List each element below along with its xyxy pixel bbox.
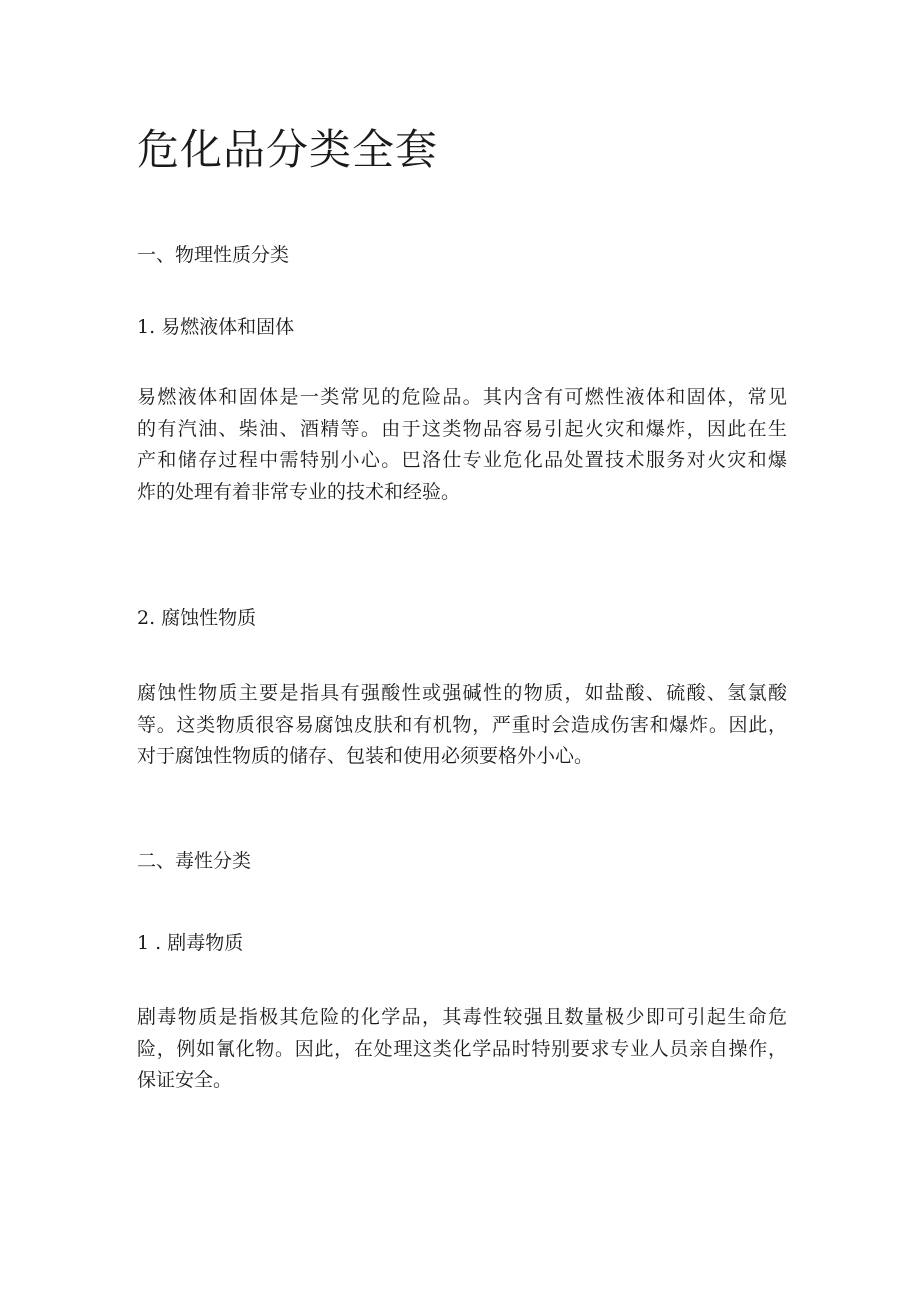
paragraph-corrosive [137,678,787,773]
paragraph-line: 的有汽油、柴油、酒精等。由于这类物品容易引起火灾和爆炸，因此在生 [137,417,787,440]
paragraph-line: 腐蚀性物质主要是指具有强酸性或强碱性的物质，如盐酸、硫酸、氢氯酸 [137,682,787,704]
paragraph-line: 对于腐蚀性物质的储存、包装和使用必须要格外小心。 [137,745,594,767]
subsection-heading-corrosive: 2. 腐蚀性物质 [137,607,257,629]
paragraph-line: 炸的处理有着非常专业的技术和经验。 [137,480,461,503]
paragraph-line: 易燃液体和固体是一类常见的危险品。其内含有可燃性液体和固体，常见 [137,386,787,408]
section-heading-toxicity: 二、毒性分类 [137,850,252,872]
paragraph-line: 产和储存过程中需特别小心。巴洛仕专业危化品处置技术服务对火灾和爆 [137,449,787,471]
section-heading-physical: 一、物理性质分类 [137,244,290,266]
paragraph-line: 剧毒物质是指极其危险的化学品，其毒性较强且数量极少即可引起生命危 [137,1006,787,1028]
subsection-heading-highly-toxic: 1 . 剧毒物质 [137,932,244,954]
document-title: 危化品分类全套 [137,125,439,174]
subsection-heading-flammable: 1. 易燃液体和固体 [137,316,295,338]
paragraph-highly-toxic [137,1002,787,1097]
paragraph-line: 保证安全。 [137,1069,233,1091]
paragraph-line: 险，例如氰化物。因此，在处理这类化学品时特别要求专业人员亲自操作， [137,1037,787,1060]
paragraph-line: 等。这类物质很容易腐蚀皮肤和有机物，严重时会造成伤害和爆炸。因此， [137,713,787,736]
paragraph-flammable [137,382,787,508]
